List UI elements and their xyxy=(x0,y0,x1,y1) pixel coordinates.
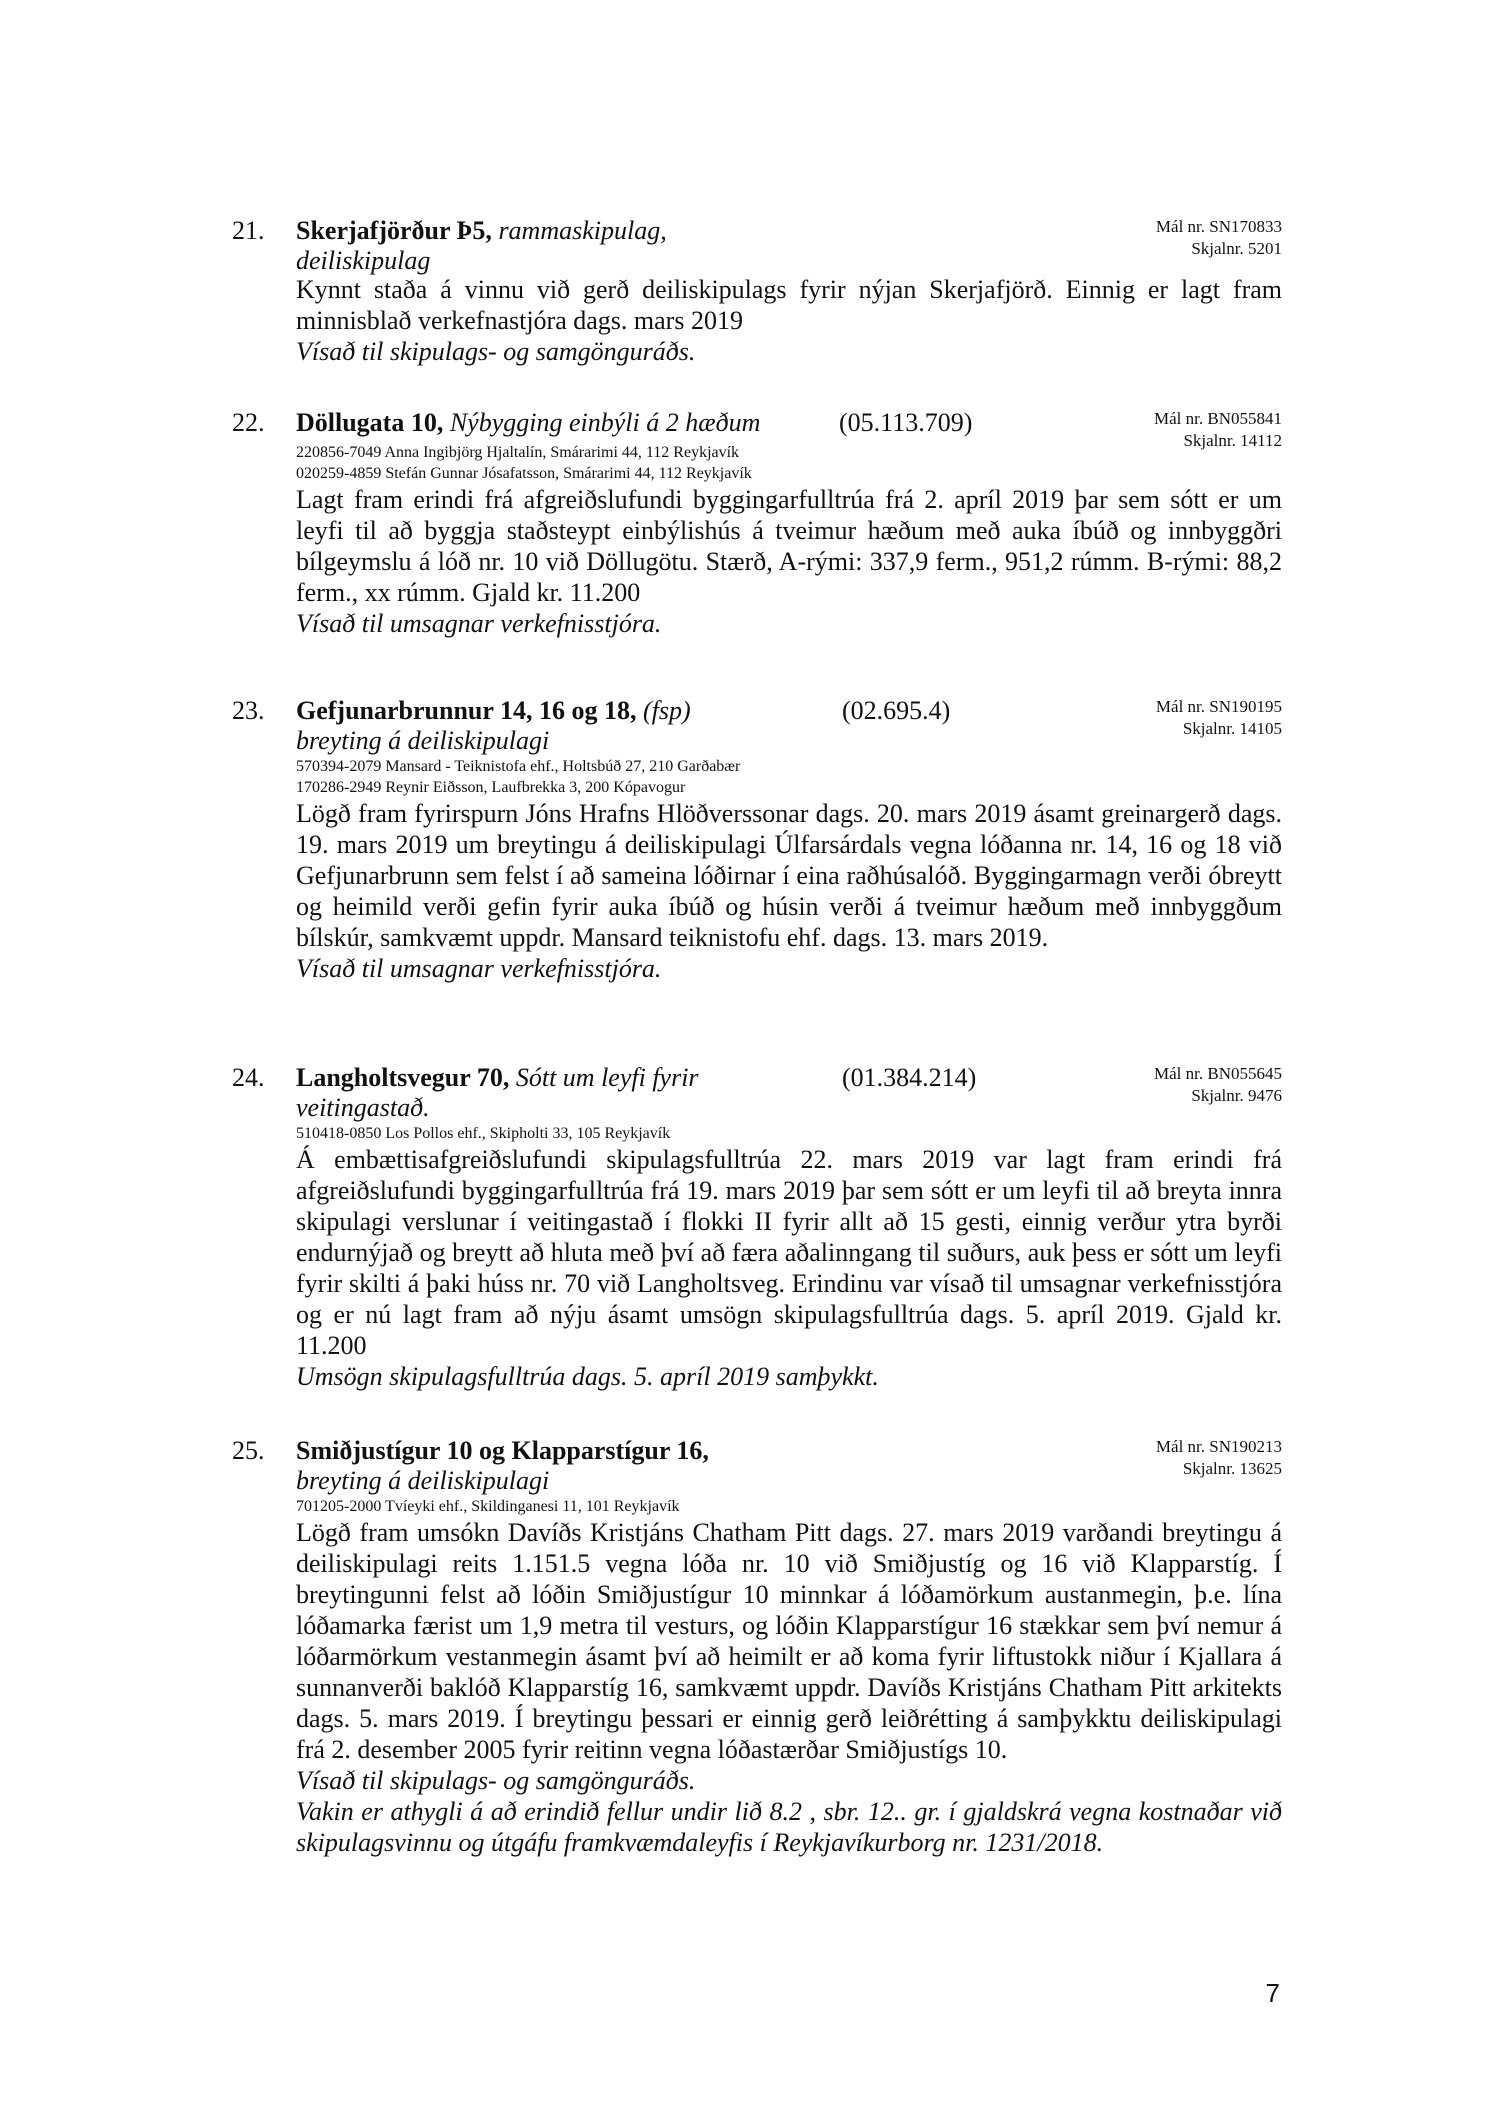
item-decision: Vísað til skipulags- og samgönguráðs. xyxy=(296,1766,696,1795)
document-number: Skjalnr. 5201 xyxy=(1191,239,1282,258)
item-title-italic: Nýbygging einbýli á 2 hæðum xyxy=(443,408,761,437)
item-body: Á embættisafgreiðslufundi skipulagsfulltrúa 22. mars 2019 var lagt fram erindi frá afgreiðslufundi byggingarfulltrúa frá 19. mars 2019 þar sem sótt er um leyfi til að breyta innra skipulagi verslunar í veitingastað í flokki II fyrir allt að 15 gesti, einnig verður ytra byrði endurnýjað og breytt að hluta með því að færa aðalinngang til suðurs, auk þess er sótt um leyfi fyrir skilti á þaki húss nr. 70 við Langholtsveg. Erindinu var vísað til umsagnar verkefnisstjóra og er nú lagt fram að nýju ásamt umsögn skipulagsfulltrúa dags. 5. apríl 2019. Gjald kr. 11.200 xyxy=(296,1145,1282,1360)
document-number: Skjalnr. 14105 xyxy=(1182,719,1282,738)
item-decision: Vísað til umsagnar verkefnisstjóra. xyxy=(296,954,662,983)
item-title-italic-2: veitingastað. xyxy=(296,1093,430,1122)
item-title xyxy=(296,696,1282,756)
item-title-bold: Döllugata 10, xyxy=(296,408,444,437)
item-title xyxy=(296,216,1282,276)
item-title xyxy=(296,408,1282,450)
party-entry: 510418-0850 Los Pollos ehf., Skipholti 33, 105 Reykjavík xyxy=(296,1125,671,1142)
property-code: (05.113.709) xyxy=(839,408,973,437)
party-entry: 701205-2000 Tvíeyki ehf., Skildinganesi 11, 101 Reykjavík xyxy=(296,1498,680,1515)
case-reference xyxy=(1154,1063,1282,1107)
party-entry: 170286-2949 Reynir Eiðsson, Laufbrekka 3, 200 Kópavogur xyxy=(296,779,686,796)
case-number: Mál nr. BN055841 xyxy=(1154,409,1282,428)
item-decision: Vísað til skipulags- og samgönguráðs. xyxy=(296,337,696,366)
property-code: (02.695.4) xyxy=(842,696,951,725)
item-title-bold: Langholtsvegur 70, xyxy=(296,1063,510,1092)
item-number: 24. xyxy=(232,1063,265,1092)
item-title-italic: rammaskipulag, xyxy=(491,216,667,245)
party-entry: 570394-2079 Mansard - Teiknistofa ehf., Holtsbúð 27, 210 Garðabær xyxy=(296,758,741,775)
document-number: Skjalnr. 14112 xyxy=(1183,431,1282,450)
case-number: Mál nr. SN190213 xyxy=(1155,1437,1282,1456)
party-entry: 220856-7049 Anna Ingibjörg Hjaltalín, Smárarimi 44, 112 Reykjavík xyxy=(296,444,740,461)
item-title xyxy=(296,1063,1282,1123)
case-reference xyxy=(1156,216,1282,260)
document-number: Skjalnr. 9476 xyxy=(1191,1086,1282,1105)
case-number: Mál nr. BN055645 xyxy=(1154,1064,1282,1083)
item-title-italic-2: breyting á deiliskipulagi xyxy=(296,1466,550,1495)
party-list xyxy=(296,442,1282,484)
party-list xyxy=(296,756,1282,798)
party-list xyxy=(296,1496,1282,1517)
property-code: (01.384.214) xyxy=(842,1063,977,1092)
case-number: Mál nr. SN170833 xyxy=(1155,217,1282,236)
item-body: Lagt fram erindi frá afgreiðslufundi byggingarfulltrúa frá 2. apríl 2019 þar sem sótt er um leyfi til að byggja staðsteypt einbýlishús á tveimur hæðum með auka íbúð og innbyggðri bílgeymslu á lóð nr. 10 við Döllugötu. Stærð, A-rými: 337,9 ferm., 951,2 rúmm. B-rými: 88,2 ferm., xx rúmm. Gjald kr. 11.200 xyxy=(296,485,1282,607)
document-number: Skjalnr. 13625 xyxy=(1182,1459,1282,1478)
item-number: 25. xyxy=(232,1436,265,1465)
item-decision: Vísað til umsagnar verkefnisstjóra. xyxy=(296,609,662,638)
item-body: Lögð fram umsókn Davíðs Kristjáns Chatham Pitt dags. 27. mars 2019 varðandi breytingu á deiliskipulagi reits 1.151.5 vegna lóða nr. 10 við Smiðjustíg og 16 við Klapparstíg. Í breytingunni felst að lóðin Smiðjustígur 10 minnkar á lóðamörkum austanmegin, þ.e. lína lóðamarka færist um 1,9 metra til vesturs, og lóðin Klapparstígur 16 stækkar sem því nemur á lóðarmörkum vestanmegin ásamt því að heimilt er að koma fyrir liftustokk niður í Kjallara á sunnanverði baklóð Klapparstíg 16, samkvæmt uppdr. Davíðs Kristjáns Chatham Pitt arkitekts dags. 5. mars 2019. Í breytingu þessari er einnig gerð leiðrétting á samþykktu deiliskipulagi frá 2. desember 2005 fyrir reitinn vegna lóðastærðar Smiðjustígs 10. xyxy=(296,1518,1282,1764)
case-reference xyxy=(1154,408,1282,452)
page-number: 7 xyxy=(1265,1978,1280,2008)
item-number: 22. xyxy=(232,408,265,437)
case-reference xyxy=(1156,696,1282,740)
item-body: Lögð fram fyrirspurn Jóns Hrafns Hlöðverssonar dags. 20. mars 2019 ásamt greinargerð dags. 19. mars 2019 um breytingu á deiliskipulagi Úlfarsárdals vegna lóðanna nr. 14, 16 og 18 við Gefjunarbrunn sem felst í að sameina lóðirnar í eina raðhúsalóð. Byggingarmagn verði óbreytt og heimild verði gefin fyrir auka íbúð og húsin verði á tveimur hæðum með innbyggðum bílskúr, samkvæmt uppdr. Mansard teiknistofu ehf. dags. 13. mars 2019. xyxy=(296,799,1282,952)
item-number: 23. xyxy=(232,696,265,725)
item-title-italic-2: breyting á deiliskipulagi xyxy=(296,726,550,755)
case-number: Mál nr. SN190195 xyxy=(1155,697,1282,716)
item-decision: Umsögn skipulagsfulltrúa dags. 5. apríl 2019 samþykkt. xyxy=(296,1362,879,1391)
item-title-italic-2: deiliskipulag xyxy=(296,246,431,275)
item-body: Kynnt staða á vinnu við gerð deiliskipulags fyrir nýjan Skerjafjörð. Einnig er lagt fram minnisblað verkefnastjóra dags. mars 2019 xyxy=(296,275,1282,335)
item-title-bold: Smiðjustígur 10 og Klapparstígur 16, xyxy=(296,1436,709,1465)
party-list xyxy=(296,1123,1282,1144)
party-entry: 020259-4859 Stefán Gunnar Jósafatsson, Smárarimi 44, 112 Reykjavík xyxy=(296,465,752,482)
item-title-bold: Gefjunarbrunnur 14, 16 og 18, xyxy=(296,696,637,725)
item-title xyxy=(296,1436,1282,1496)
item-title-bold: Skerjafjörður Þ5, xyxy=(296,216,492,245)
item-title-italic: (fsp) xyxy=(636,696,691,725)
case-reference xyxy=(1156,1436,1282,1480)
item-number: 21. xyxy=(232,216,265,245)
item-title-italic: Sótt um leyfi fyrir xyxy=(509,1063,699,1092)
item-note: Vakin er athygli á að erindið fellur undir lið 8.2 , sbr. 12.. gr. í gjaldskrá vegna kostnaðar við skipulagsvinnu og útgáfu framkvæmdaleyfis í Reykjavíkurborg nr. 1231/2018. xyxy=(296,1797,1282,1857)
